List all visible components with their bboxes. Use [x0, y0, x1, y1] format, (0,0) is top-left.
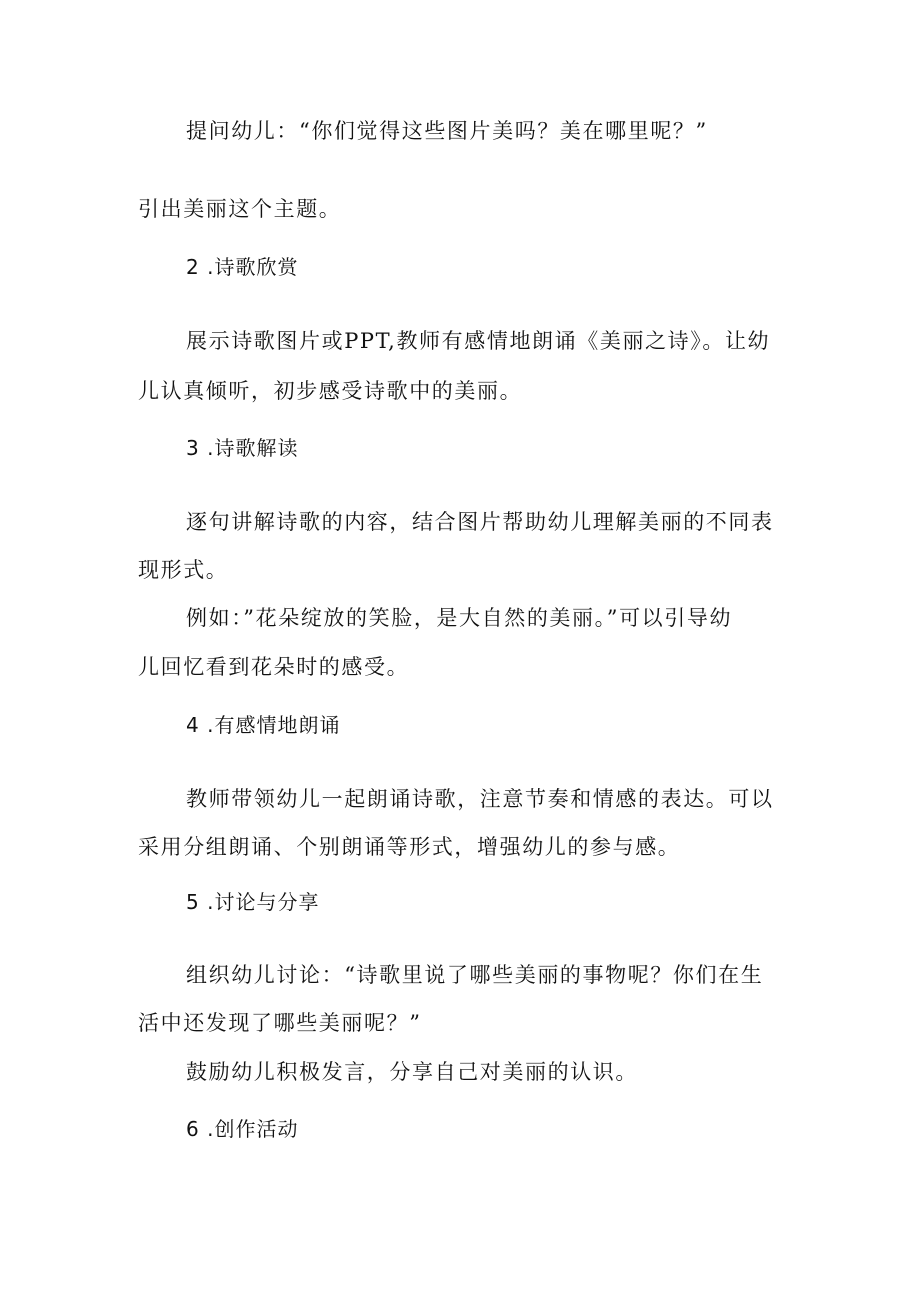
paragraph-line: 逐句讲解诗歌的内容，结合图片帮助幼儿理解美丽的不同表	[186, 510, 774, 534]
paragraph-line: 教师带领幼儿一起朗诵诗歌，注意节奏和情感的表达。可以	[186, 787, 774, 811]
paragraph-line: 儿回忆看到花朵时的感受。	[138, 655, 410, 679]
paragraph-line: 现形式。	[138, 558, 229, 582]
section-heading-recitation: 4 .有感情地朗诵	[186, 713, 341, 737]
section-heading-poem-appreciation: 2 .诗歌欣赏	[186, 255, 299, 279]
paragraph-line: 展示诗歌图片或PPT,教师有感情地朗诵《美丽之诗》。让幼	[186, 329, 771, 353]
paragraph-line: 例如：”花朵绽放的笑脸，是大自然的美丽。”可以引导幼	[186, 606, 733, 630]
section-heading-discussion: 5 .讨论与分享	[186, 890, 320, 914]
paragraph-line: 采用分组朗诵、个别朗诵等形式，增强幼儿的参与感。	[138, 835, 681, 859]
paragraph-line: 鼓励幼儿积极发言，分享自己对美丽的认识。	[186, 1060, 638, 1084]
paragraph-line: 活中还发现了哪些美丽呢？”	[138, 1011, 422, 1035]
section-heading-poem-reading: 3 .诗歌解读	[186, 436, 299, 460]
paragraph-line: 儿认真倾听，初步感受诗歌中的美丽。	[138, 379, 523, 403]
paragraph-line: 组织幼儿讨论：“诗歌里说了哪些美丽的事物呢？你们在生	[186, 963, 764, 987]
section-heading-creation: 6 .创作活动	[186, 1117, 299, 1141]
intro-question: 提问幼儿：“你们觉得这些图片美吗？美在哪里呢？”	[186, 119, 708, 143]
intro-theme: 引出美丽这个主题。	[138, 197, 342, 221]
